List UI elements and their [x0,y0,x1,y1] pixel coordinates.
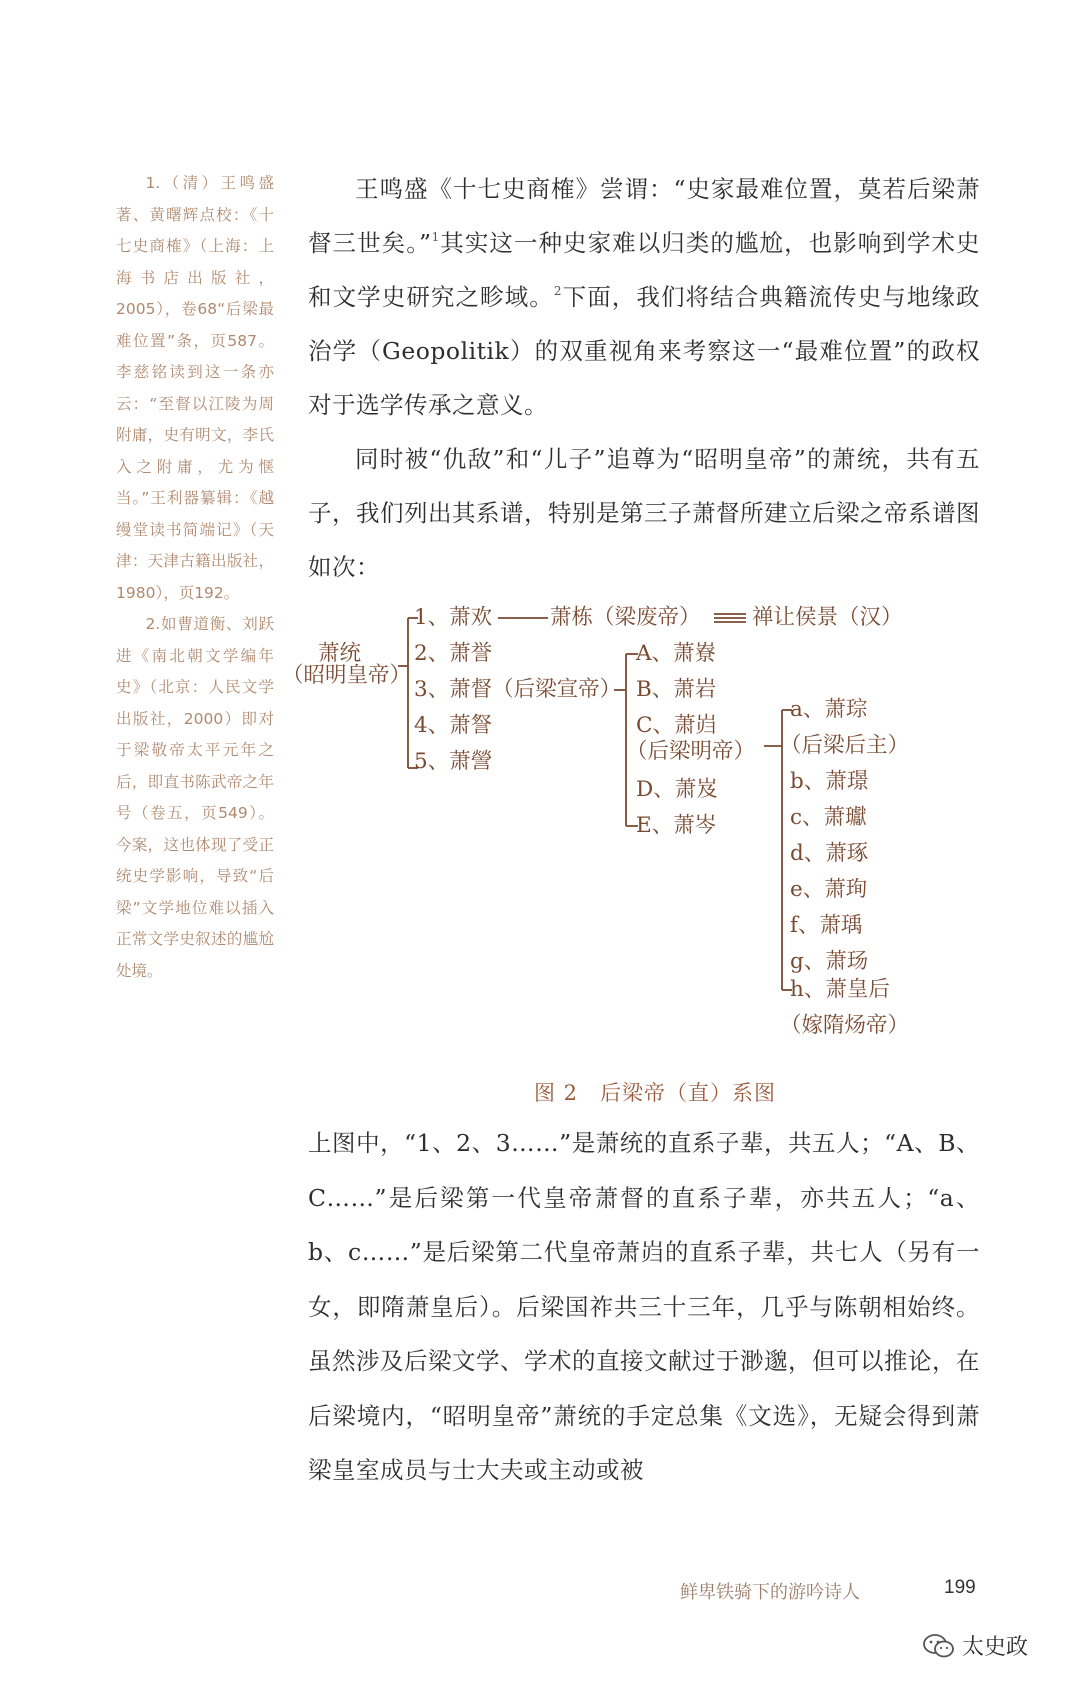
gen2-item: C、萧岿 [636,713,717,738]
gen1-item: 1、萧欢 [414,605,493,630]
gen1-item: 3、萧督（后梁宣帝） [414,677,622,702]
footnote-ref-1[interactable]: 1 [431,230,440,244]
gen3-item-note: （嫁隋炀帝） [780,1013,910,1038]
gen3-item: f、萧瑀 [790,913,863,938]
main-text [308,162,980,594]
son1-successor: 禅让侯景（汉） [752,605,903,630]
paragraph-1-part-1: 王鸣盛《十七史商榷》尝谓：“史家最难位置，莫若后梁萧督三世矣。” [308,175,980,257]
watermark-text: 太史政 [962,1635,1029,1660]
genealogy-diagram [282,600,996,1070]
gen3-item: d、萧琢 [790,841,869,866]
running-footer-title: 鲜卑铁骑下的游吟诗人 [680,1582,860,1603]
wechat-icon [922,1633,956,1659]
gen1-item: 2、萧誉 [414,641,493,666]
figure-caption: 图 2 后梁帝（直）系图 [533,1081,777,1105]
sidebar-notes [116,168,274,987]
gen2-item: E、萧岑 [636,813,717,838]
footnote-2: 2.如曹道衡、刘跃进《南北朝文学编年史》（北京：人民文学出版社，2000）即对于梁敬帝太平元年之后，即直书陈武帝之年号（卷五，页549）。今案，这也体现了受正统史学影响，导致“后梁”文学地位难以插入正常文学史叙述的尴尬处境。 [116,615,274,980]
gen2-item: B、萧岩 [636,677,717,702]
gen3-item: g、萧玚 [790,949,869,974]
gen3-item: b、萧璟 [790,769,869,794]
paragraph-2: 同时被“仇敌”和“儿子”追尊为“昭明皇帝”的萧统，共有五子，我们列出其系谱，特别是第三子萧督所建立后梁之帝系谱图如次： [308,445,980,581]
footnote-ref-2[interactable]: 2 [553,284,563,298]
gen3-item: h、萧皇后 [790,977,890,1002]
gen2-item-note: （后梁明帝） [626,739,756,764]
paragraph-1-part-2: 其实这一种史家难以归类的尴尬，也影响到学术史和文学史研究之畛域。 [308,229,981,311]
watermark [922,1630,1028,1661]
gen1-item: 5、萧謍 [414,749,493,774]
son1-child: 萧栋（梁废帝） [550,605,701,630]
paragraph-1-part-3: 下面，我们将结合典籍流传史与地缘政治学（Geopolitik）的双重视角来考察这一“最难位置”的政权对于选学传承之意义。 [308,283,981,419]
page-number: 199 [944,1577,976,1598]
root-title: （昭明皇帝） [282,663,412,688]
paragraph-3: 上图中，“1、2、3……”是萧统的直系子辈，共五人；“A、B、C……”是后梁第一代皇帝萧督的直系子辈，亦共五人；“a、b、c……”是后梁第二代皇帝萧岿的直系子辈，共七人（另有一女，即隋萧皇后）。后梁国祚共三十三年，几乎与陈朝相始终。虽然涉及后梁文学、学术的直接文献过于渺邈，但可以推论，在后梁境内，“昭明皇帝”萧统的手定总集《文选》，无疑会得到萧梁皇室成员与士大夫或主动或被 [308,1129,980,1484]
gen2-item: A、萧嶚 [636,641,717,666]
gen3-item: a、萧琮 [790,697,868,722]
root-name: 萧统 [318,641,362,666]
paragraph-1 [308,162,980,432]
main-text-continued [308,1116,980,1498]
gen2-item: D、萧岌 [636,777,718,802]
gen3-item-note: （后梁后主） [780,733,910,758]
gen1-item: 4、萧詧 [414,713,493,738]
footnote-1: 1.（清）王鸣盛著、黄曙辉点校：《十七史商榷》（上海：上海书店出版社，2005），卷68“后梁最难位置”条，页587。李慈铭读到这一条亦云：“至督以江陵为周附庸，史有明文，李氏入之附庸，尤为惬当。”王利器纂辑：《越缦堂读书简端记》（天津：天津古籍出版社，1980），页192。 [116,174,274,602]
gen3-item: c、萧瓛 [790,805,867,830]
gen3-item: e、萧珣 [790,877,868,902]
